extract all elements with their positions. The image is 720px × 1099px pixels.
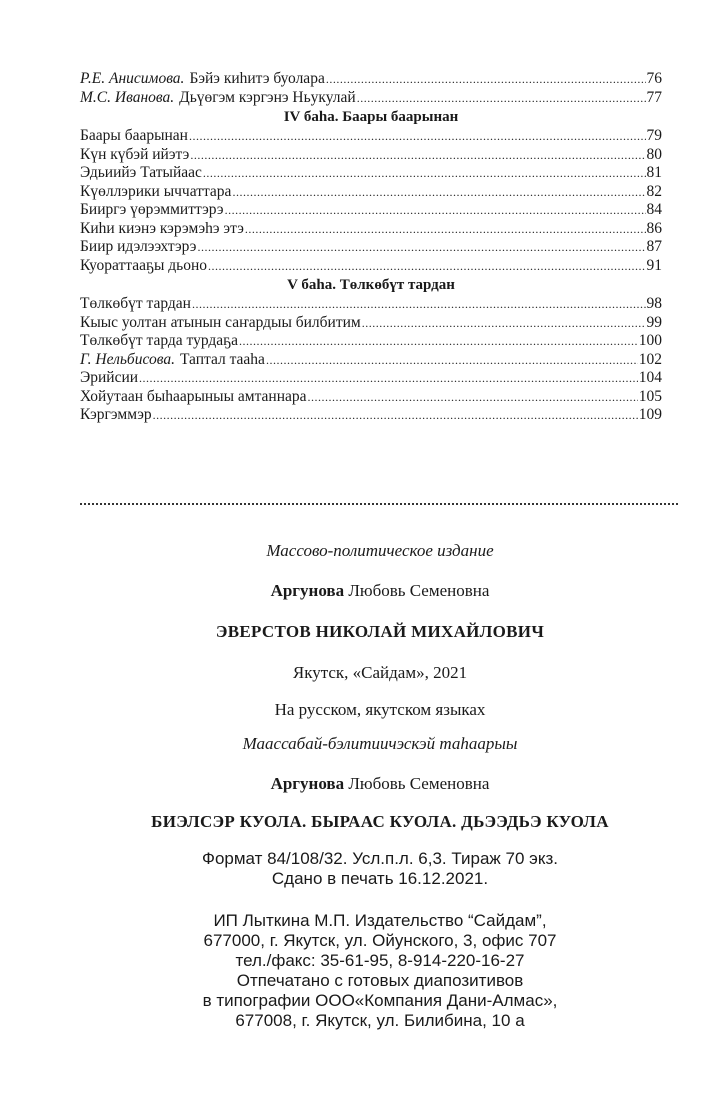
author-line-sakha xyxy=(60,773,700,795)
toc-title: Дьүөгэм кэргэнэ Ньукулай xyxy=(179,88,356,106)
dot-leader xyxy=(357,89,646,108)
toc-page: 105 xyxy=(638,387,662,405)
toc-entry xyxy=(80,164,662,183)
dot-leader xyxy=(362,314,646,333)
dot-leader xyxy=(139,369,638,388)
dot-leader xyxy=(208,257,645,276)
publisher-line: Отпечатано с готовых диапозитивов xyxy=(236,971,524,990)
toc-page: 109 xyxy=(638,406,662,423)
toc-title: Куораттааҕы дьоно xyxy=(80,256,208,274)
toc-page: 102 xyxy=(638,350,662,368)
author-surname: Аргунова xyxy=(270,581,345,600)
dotted-divider xyxy=(80,503,678,505)
languages: На русском, якутском языках xyxy=(274,700,486,719)
toc-entry xyxy=(80,70,662,89)
dot-leader xyxy=(232,183,645,202)
dot-leader xyxy=(326,70,646,89)
toc-title: Күн күбэй ийэтэ xyxy=(80,145,190,163)
publisher-line: в типографии ООО«Компания Дани-Алмас», xyxy=(202,991,558,1010)
format-block xyxy=(60,849,700,889)
dot-leader xyxy=(190,146,645,165)
publisher-line: тел./факс: 35-61-95, 8-914-220-16-27 xyxy=(235,951,525,970)
toc-title: Кыыс уолтан атынын саҥардыы билбитим xyxy=(80,313,361,331)
toc-author: Г. Нельбисова. xyxy=(80,350,175,368)
imprint-block xyxy=(60,540,700,1031)
dot-leader xyxy=(203,164,646,183)
toc-title: Төлкөбүт тарда турдаҕа xyxy=(80,332,239,349)
toc-page: 91 xyxy=(646,256,662,274)
toc-page: 80 xyxy=(646,145,662,163)
toc-author: М.С. Иванова. xyxy=(80,88,175,106)
toc-title: Бииргэ үөрэммиттэрэ xyxy=(80,201,224,218)
toc-title: Кэргэммэр xyxy=(80,406,152,423)
toc-page: 99 xyxy=(646,313,662,331)
toc-title: Хойутаан быһаарыныы амтаннара xyxy=(80,387,307,405)
toc-title: Баары баарынан xyxy=(80,127,188,144)
toc-page: 87 xyxy=(646,238,662,255)
toc-entry xyxy=(80,127,662,146)
format-line: Формат 84/108/32. Усл.п.л. 6,3. Тираж 70 экз. xyxy=(202,849,558,868)
toc-title: Эрийсии xyxy=(80,369,139,386)
genre-ru: Массово-политическое издание xyxy=(266,541,494,560)
author-given: Любовь Семеновна xyxy=(348,774,490,793)
toc-entry xyxy=(80,332,662,351)
table-of-contents xyxy=(80,70,662,425)
toc-page: 81 xyxy=(646,164,662,181)
toc-entry xyxy=(80,220,662,239)
toc-page: 76 xyxy=(646,70,662,87)
dot-leader xyxy=(197,238,645,257)
toc-title: Эдьиийэ Татыйаас xyxy=(80,164,202,181)
section-heading-4: IV баһа. Баары баарынан xyxy=(283,109,459,125)
format-line: Сдано в печать 16.12.2021. xyxy=(271,869,489,888)
toc-entry xyxy=(80,351,662,370)
toc-entry xyxy=(80,238,662,257)
toc-entry xyxy=(80,388,662,407)
toc-entry xyxy=(80,201,662,220)
dot-leader xyxy=(266,351,638,370)
toc-entry xyxy=(80,295,662,314)
dot-leader xyxy=(225,201,646,220)
author-surname: Аргунова xyxy=(270,774,345,793)
toc-page: 98 xyxy=(646,295,662,312)
toc-title: Таптал тааһа xyxy=(179,350,265,368)
toc-page: 100 xyxy=(638,332,662,349)
dot-leader xyxy=(308,388,638,407)
toc-entry xyxy=(80,406,662,425)
title-sakha: БИЭЛСЭР КУОЛА. БЫРААС КУОЛА. ДЬЭЭДЬЭ КУОЛА xyxy=(151,812,609,831)
toc-title: Төлкөбүт тардан xyxy=(80,295,191,312)
toc-entry xyxy=(80,89,662,108)
toc-title: Күөллэрики ыччаттара xyxy=(80,182,232,200)
toc-page: 82 xyxy=(646,182,662,200)
toc-entry xyxy=(80,257,662,276)
publisher-line: 677008, г. Якутск, ул. Билибина, 10 а xyxy=(235,1011,525,1030)
author-given: Любовь Семеновна xyxy=(348,581,490,600)
title-ru: ЭВЕРСТОВ НИКОЛАЙ МИХАЙЛОВИЧ xyxy=(215,622,545,641)
publisher-block xyxy=(60,911,700,1031)
toc-title: Биир идэлээхтэрэ xyxy=(80,238,197,255)
dot-leader xyxy=(245,220,646,239)
toc-page: 86 xyxy=(646,219,662,237)
dot-leader xyxy=(192,295,646,314)
toc-entry xyxy=(80,314,662,333)
toc-page: 84 xyxy=(646,201,662,218)
toc-author: Р.Е. Анисимова. xyxy=(80,70,185,87)
toc-entry xyxy=(80,369,662,388)
toc-title: Киһи киэнэ кэрэмэһэ этэ xyxy=(80,219,244,237)
toc-page: 77 xyxy=(646,88,662,106)
dot-leader xyxy=(189,127,646,146)
toc-page: 79 xyxy=(646,127,662,144)
section-heading-5: V баһа. Төлкөбүт тардан xyxy=(287,277,455,293)
toc-entry xyxy=(80,146,662,165)
place-ru: Якутск, «Сайдам», 2021 xyxy=(292,663,468,682)
toc-page: 104 xyxy=(638,369,662,386)
genre-sakha: Маассабай-бэлитиичэскэй таһаарыы xyxy=(242,734,518,753)
toc-entry xyxy=(80,183,662,202)
publisher-line: ИП Лыткина М.П. Издательство “Сайдам”, xyxy=(213,911,547,930)
author-line-ru xyxy=(60,580,700,602)
toc-title: Бэйэ киһитэ буолара xyxy=(189,70,325,87)
publisher-line: 677000, г. Якутск, ул. Ойунского, 3, офис 707 xyxy=(203,931,557,950)
dot-leader xyxy=(239,332,638,351)
dot-leader xyxy=(153,406,638,425)
